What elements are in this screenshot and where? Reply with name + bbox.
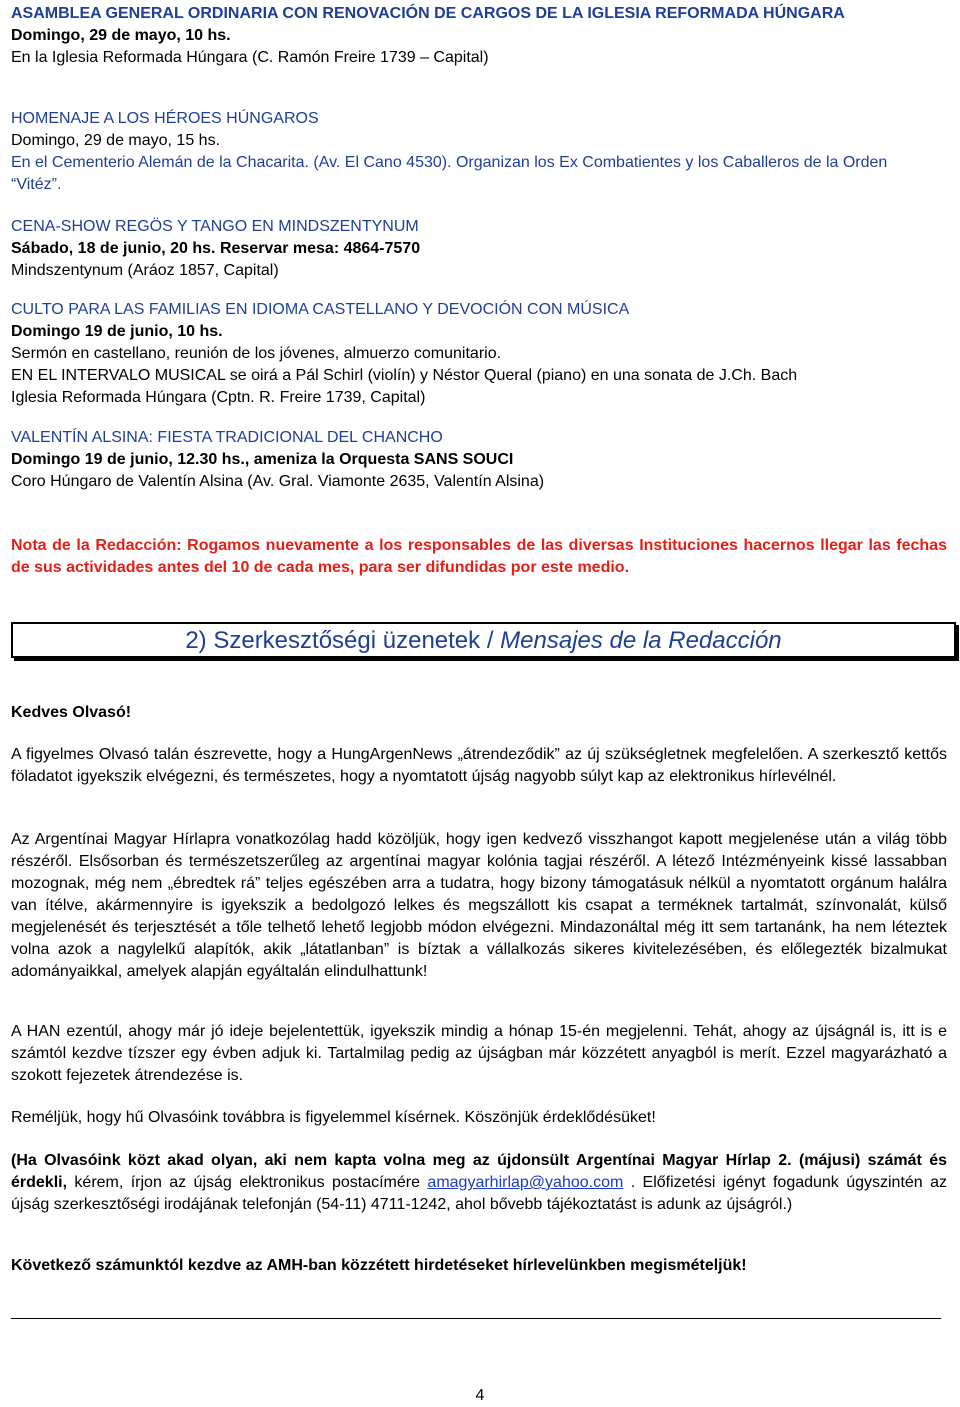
event-date: Domingo 19 de junio, 12.30 hs. — [11, 451, 245, 468]
subscription-note-text: kérem, írjon az újság elektronikus postacímére — [67, 1174, 428, 1191]
event-title: CENA-SHOW REGÖS Y TANGO EN MINDSZENTYNUM — [11, 218, 419, 235]
event-reservation: Reservar mesa: 4864-7570 — [215, 240, 421, 257]
page-number: 4 — [475, 1387, 485, 1404]
event-detail: Sermón en castellano, reunión de los jóvenes, almuerzo comunitario. — [11, 345, 502, 362]
paragraph-text: Reméljük, hogy hű Olvasóink továbbra is figyelemmel kísérnek. Köszönjük érdeklődésüket! — [11, 1109, 656, 1126]
event-culto — [11, 299, 947, 409]
subscription-note-text-2: . Előfizetési igényt fogadunk úgyszintén az újság szerkesztőségi irodájának telefonján (54-11) 4711-1242, ahol bővebb tájékoztatást is adunk az újságról.) — [11, 1174, 947, 1213]
event-detail: Mindszentynum (Aráoz 1857, Capital) — [11, 262, 279, 279]
event-title: HOMENAJE A LOS HÉROES HÚNGAROS — [11, 110, 319, 127]
event-asamblea — [11, 3, 947, 69]
letter-paragraph-1 — [11, 744, 947, 788]
paragraph-text: A figyelmes Olvasó talán észrevette, hogy a HungArgenNews „átrendeződik” az új szükségletnek megfelelően. A szerkesztő kettős föladatot igyekszik elvégezni, és természetes, hogy a nyomtatott újság nagyobb súlyt kap az elektronikus hírlevélnél. — [11, 746, 947, 785]
footer-divider — [11, 1318, 941, 1319]
event-title: VALENTÍN ALSINA: FIESTA TRADICIONAL DEL CHANCHO — [11, 429, 443, 446]
section-title-es: Mensajes de la Redacción — [500, 627, 782, 654]
email-link[interactable]: amagyarhirlap@yahoo.com — [427, 1174, 624, 1191]
event-detail: Iglesia Reformada Húngara (Cptn. R. Freire 1739, Capital) — [11, 389, 426, 406]
event-title: CULTO PARA LAS FAMILIAS EN IDIOMA CASTELLANO Y DEVOCIÓN CON MÚSICA — [11, 301, 630, 318]
letter-paragraph-2 — [11, 829, 947, 983]
event-detail: En el Cementerio Alemán de la Chacarita. (Av. El Cano 4530). Organizan los Ex Combatientes y los Caballeros de la Orden “Vitéz”. — [11, 154, 888, 193]
paragraph-text: A HAN ezentúl, ahogy már jó ideje bejelentettük, igyekszik mindig a hónap 15-én megjelenni. Tehát, ahogy az újságnál is, itt is e számtól kezdve tízszer egy évben adjuk ki. Tartalmilag pedig az újságban már közzétett anyagból is merít. Ezzel magyarázható a szokott fejezetek átrendezése is. — [11, 1023, 947, 1084]
event-date: Domingo, 29 de mayo, 15 hs. — [11, 132, 221, 149]
letter-paragraph-4 — [11, 1107, 947, 1129]
section-title-hu: 2) Szerkesztőségi üzenetek / — [185, 627, 501, 654]
subscription-note-bold: (Ha Olvasóink közt akad olyan, aki nem kapta volna meg az újdonsült Argentínai Magyar Hírlap 2. (májusi) számát és érdekli, — [11, 1152, 947, 1191]
letter-paragraph-5 — [11, 1150, 947, 1216]
event-orchestra: , ameniza la Orquesta SANS SOUCI — [244, 451, 514, 468]
event-detail: En la Iglesia Reformada Húngara (C. Ramón Freire 1739 – Capital) — [11, 49, 489, 66]
event-date: Domingo 19 de junio, 10 hs. — [11, 323, 223, 340]
event-homenaje — [11, 108, 947, 196]
event-date: Domingo, 29 de mayo, 10 hs. — [11, 27, 231, 44]
letter-greeting: Kedves Olvasó! — [11, 704, 132, 721]
event-cena-show — [11, 216, 947, 282]
event-date: Sábado, 18 de junio, 20 hs. — [11, 240, 216, 257]
letter-paragraph-3 — [11, 1021, 947, 1087]
event-chancho — [11, 427, 947, 493]
event-title: ASAMBLEA GENERAL ORDINARIA CON RENOVACIÓN DE CARGOS DE LA IGLESIA REFORMADA HÚNGARA — [11, 5, 845, 22]
letter-closing: Következő számunktól kezdve az AMH-ban közzétett hirdetéseket hírlevelünkben megismételjük! — [11, 1257, 747, 1274]
editorial-note: Nota de la Redacción: Rogamos nuevamente a los responsables de las diversas Instituciones hacernos llegar las fechas de sus actividades antes del 10 de cada mes, para ser difundidas por este medio. — [11, 537, 947, 576]
event-detail: Coro Húngaro de Valentín Alsina (Av. Gral. Viamonte 2635, Valentín Alsina) — [11, 473, 545, 490]
paragraph-text: Az Argentínai Magyar Hírlapra vonatkozólag hadd közöljük, hogy igen kedvező visszhangot kapott megjelenése után a világ több részéről. Elsősorban és természetszerűleg az argentínai magyar kolónia tagjai részéről. A létező Intézményeink kissé lassabban mozognak, még nem „ébredtek rá” teljes egészében arra a tudatra, hogy bizony támogatásuk nélkül a nyomtatott orgánum halálra van ítélve, akármennyire is igyekszik a bedolgozó lelkes és megszállott kis csapat a terméknek tartalmát, színvonalát, külső megjelenését és terjesztését a tőle telhető lehető legjobb módon elvégezni. Mindazonáltal még itt sem tartanánk, ha nem léteztek volna azok a nagylelkű alapítók, akik „látatlanban” is bíztak a vállalkozás sikeres kivitelezésében, és előlegezték bizalmukat adományaikkal, amelyek alapján egyáltalán elindulhattunk! — [11, 831, 947, 980]
event-detail: EN EL INTERVALO MUSICAL se oirá a Pál Schirl (violín) y Néstor Queral (piano) en una sonata de J.Ch. Bach — [11, 367, 798, 384]
section-title — [13, 628, 954, 654]
section-banner — [11, 622, 956, 658]
